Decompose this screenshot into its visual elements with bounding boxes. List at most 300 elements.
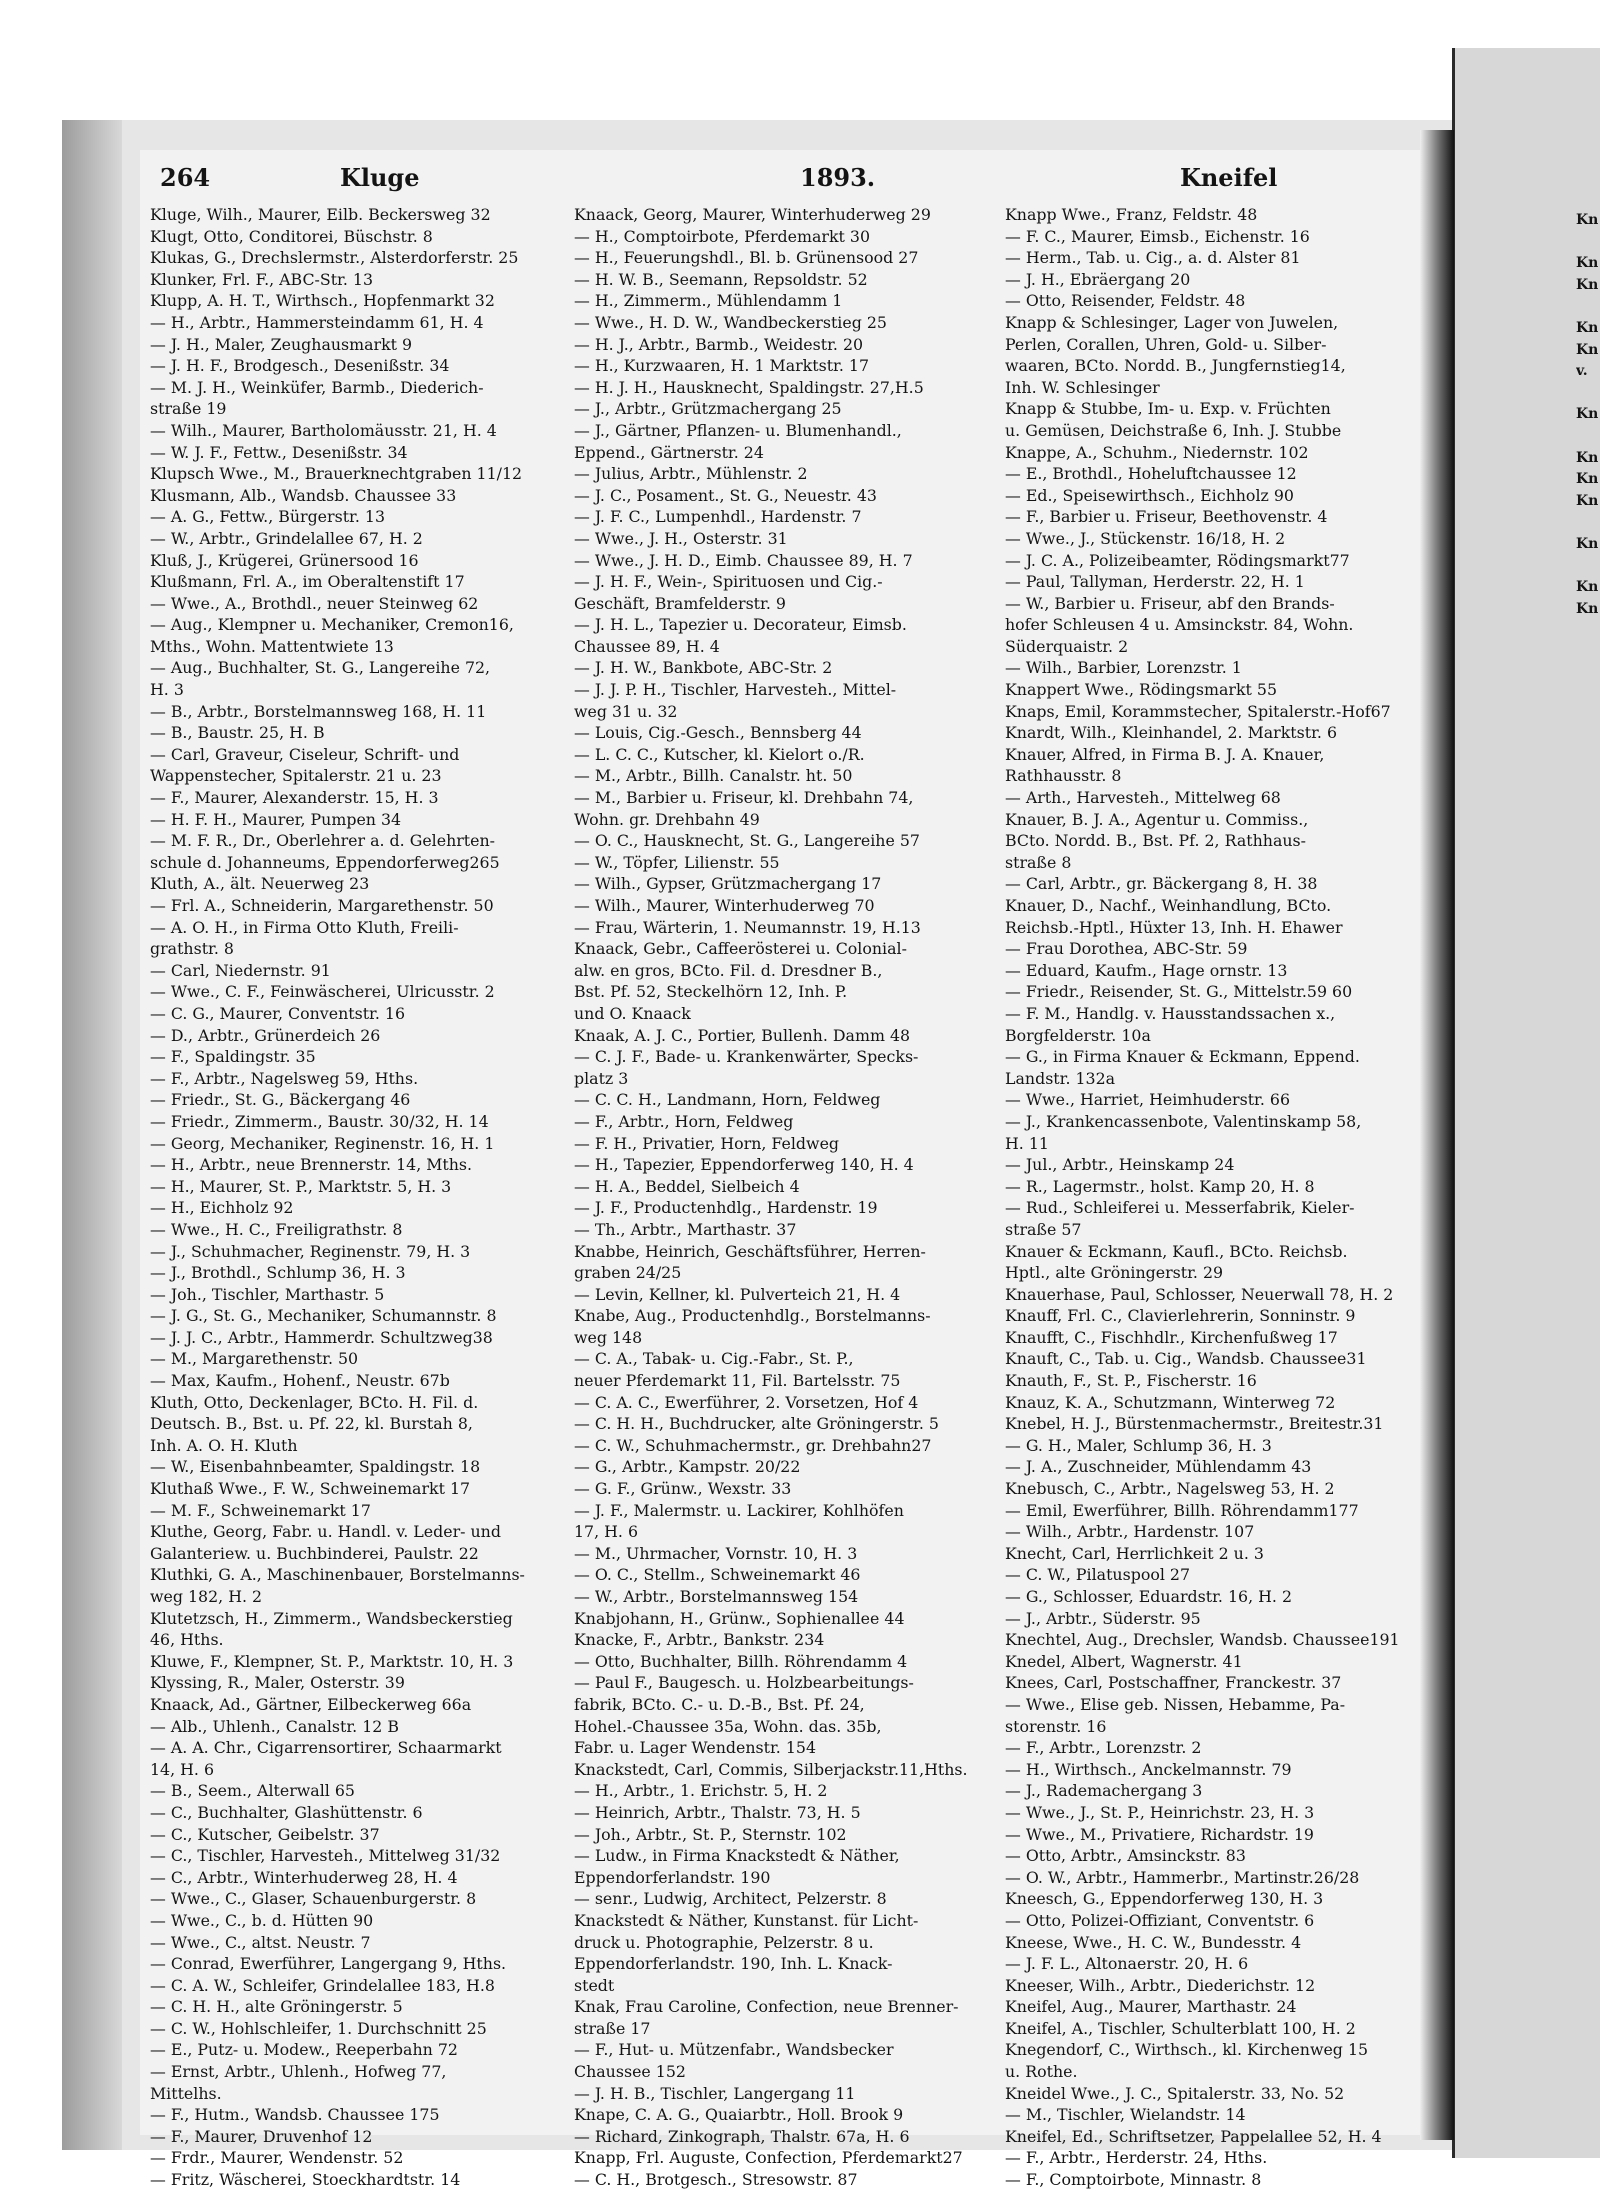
directory-entry-line: alw. en gros, BCto. Fil. d. Dresdner B., xyxy=(574,960,883,980)
directory-entry-line: — J., Krankencassenbote, Valentinskamp 58, xyxy=(1005,1111,1362,1131)
directory-entry-line: Knechtel, Aug., Drechsler, Wandsb. Chaussee191 xyxy=(1005,1630,1400,1650)
directory-entry-line: u. Rothe. xyxy=(1005,2062,1078,2082)
directory-entry-line: H. 11 xyxy=(1005,1133,1049,1153)
directory-entry-line: — F., Arbtr., Lorenzstr. 2 xyxy=(1005,1738,1202,1758)
directory-entry-line: — E., Brothdl., Hoheluftchaussee 12 xyxy=(1005,464,1297,484)
directory-entry-line: — C. A. C., Ewerführer, 2. Vorsetzen, Hof 4 xyxy=(574,1392,919,1412)
directory-entry-line: straße 8 xyxy=(1005,852,1072,872)
directory-entry-line: — W., Töpfer, Lilienstr. 55 xyxy=(574,852,780,872)
directory-entry-line: — J., Rademachergang 3 xyxy=(1005,1781,1203,1801)
directory-entry-line: — J. F. L., Altonaerstr. 20, H. 6 xyxy=(1005,1954,1249,1974)
directory-entry-line: — G. H., Maler, Schlump 36, H. 3 xyxy=(1005,1435,1272,1455)
directory-entry-line: Klyssing, R., Maler, Osterstr. 39 xyxy=(150,1673,405,1693)
directory-entry-line: Knecht, Carl, Herrlichkeit 2 u. 3 xyxy=(1005,1543,1264,1563)
directory-entry-line: Bst. Pf. 52, Steckelhörn 12, Inh. P. xyxy=(574,982,848,1002)
directory-entry-line: — J. H., Maler, Zeughausmarkt 9 xyxy=(150,334,413,354)
directory-entry-line: Klutetzsch, H., Zimmerm., Wandsbeckerstieg xyxy=(150,1608,513,1628)
directory-entry-line: — C. A. W., Schleifer, Grindelallee 183, H.8 xyxy=(150,1975,495,1995)
directory-entry-line: Hptl., alte Gröningerstr. 29 xyxy=(1005,1263,1224,1283)
directory-entry-line: — Frdr., Maurer, Wendenstr. 52 xyxy=(150,2148,404,2168)
directory-entry-line: — H., Kurzwaaren, H. 1 Marktstr. 17 xyxy=(574,356,870,376)
directory-entry-line: — H. J., Arbtr., Barmb., Weidestr. 20 xyxy=(574,334,864,354)
directory-entry-line: — Joh., Tischler, Marthastr. 5 xyxy=(150,1284,385,1304)
directory-entry-line: — Ernst, Arbtr., Uhlenh., Hofweg 77, xyxy=(150,2062,447,2082)
directory-entry-line: Knebusch, C., Arbtr., Nagelsweg 53, H. 2 xyxy=(1005,1479,1335,1499)
directory-entry-line: Inh. A. O. H. Kluth xyxy=(150,1435,298,1455)
directory-entry-line: — C., Buchhalter, Glashüttenstr. 6 xyxy=(150,1802,423,1822)
directory-entry-line: — Wwe., C. F., Feinwäscherei, Ulricusstr. 2 xyxy=(150,982,495,1002)
directory-entry-line: — Otto, Reisender, Feldstr. 48 xyxy=(1005,291,1246,311)
directory-entry-line: waaren, BCto. Nordd. B., Jungfernstieg14, xyxy=(1005,356,1346,376)
directory-entry-line: — H. J. H., Hausknecht, Spaldingstr. 27,H.5 xyxy=(574,377,924,397)
directory-entry-line: — C. W., Hohlschleifer, 1. Durchschnitt 25 xyxy=(150,2018,487,2038)
directory-entry-line: — Paul F., Baugesch. u. Holzbearbeitungs- xyxy=(574,1673,914,1693)
directory-entry-line: Reichsb.-Hptl., Hüxter 13, Inh. H. Ehawer xyxy=(1005,917,1343,937)
directory-entry-line: Kluth, Otto, Deckenlager, BCto. H. Fil. d. xyxy=(150,1392,479,1412)
directory-entry-line: — Rud., Schleiferei u. Messerfabrik, Kieler- xyxy=(1005,1198,1355,1218)
directory-entry-line: Klußmann, Frl. A., im Oberaltenstift 17 xyxy=(150,572,465,592)
directory-entry-line: Knauerhase, Paul, Schlosser, Neuerwall 78, H. 2 xyxy=(1005,1284,1394,1304)
directory-entry-line: — J. H. F., Brodgesch., Desenißstr. 34 xyxy=(150,356,450,376)
directory-entry-line: — Frau, Wärterin, 1. Neumannstr. 19, H.13 xyxy=(574,917,921,937)
directory-entry-line: — Friedr., Reisender, St. G., Mittelstr.59 60 xyxy=(1005,982,1353,1002)
directory-entry-line: Knauft, C., Tab. u. Cig., Wandsb. Chaussee31 xyxy=(1005,1349,1367,1369)
directory-entry-line: Eppendorferlandstr. 190 xyxy=(574,1867,771,1887)
directory-entry-line: Chaussee 89, H. 4 xyxy=(574,636,720,656)
directory-entry-line: Inh. W. Schlesinger xyxy=(1005,377,1160,397)
directory-entry-line: — J. H. W., Bankbote, ABC-Str. 2 xyxy=(574,658,833,678)
directory-entry-line: — Friedr., Zimmerm., Baustr. 30/32, H. 14 xyxy=(150,1111,489,1131)
directory-entry-line: — Ed., Speisewirthsch., Eichholz 90 xyxy=(1005,485,1294,505)
directory-entry-line: — Wilh., Maurer, Winterhuderweg 70 xyxy=(574,896,875,915)
directory-entry-line: — Aug., Buchhalter, St. G., Langereihe 72, xyxy=(150,658,491,678)
directory-entry-line: Chaussee 152 xyxy=(574,2062,686,2082)
directory-entry-line: Knaps, Emil, Korammstecher, Spitalerstr.-Hof67 xyxy=(1005,701,1391,721)
facing-page-fragment xyxy=(1576,556,1600,578)
directory-entry-line: Kluthe, Georg, Fabr. u. Handl. v. Leder- und xyxy=(150,1522,501,1542)
directory-entry-line: Knees, Carl, Postschaffner, Franckestr. 37 xyxy=(1005,1673,1342,1693)
directory-entry-line: Kluthaß Wwe., F. W., Schweinemarkt 17 xyxy=(150,1479,471,1499)
directory-entry-line: Knackstedt & Näther, Kunstanst. für Licht- xyxy=(574,1910,919,1930)
column-2 xyxy=(574,204,994,2191)
directory-entry-line: Knappe, A., Schuhm., Niedernstr. 102 xyxy=(1005,442,1309,462)
directory-entry-line: — Arth., Harvesteh., Mittelweg 68 xyxy=(1005,788,1281,808)
facing-page-fragment: Kn xyxy=(1576,255,1599,272)
directory-entry-line: Knapp & Schlesinger, Lager von Juwelen, xyxy=(1005,312,1339,332)
directory-entry-line: — F., Comptoirbote, Minnastr. 8 xyxy=(1005,2170,1262,2190)
directory-entry-line: graben 24/25 xyxy=(574,1263,682,1283)
directory-entry-line: straße 57 xyxy=(1005,1219,1082,1239)
facing-page-fragment: Kn xyxy=(1576,212,1599,228)
directory-entry-line: stedt xyxy=(574,1975,615,1995)
directory-entry-line: Knedel, Albert, Wagnerstr. 41 xyxy=(1005,1651,1243,1671)
directory-entry-line: — G., Schlosser, Eduardstr. 16, H. 2 xyxy=(1005,1587,1292,1606)
directory-entry-line: Knauer, B. J. A., Agentur u. Commiss., xyxy=(1005,809,1309,829)
directory-entry-line: — senr., Ludwig, Architect, Pelzerstr. 8 xyxy=(574,1889,887,1909)
directory-entry-line: — W., Arbtr., Borstelmannsweg 154 xyxy=(574,1587,859,1606)
directory-entry-line: — Eduard, Kaufm., Hage ornstr. 13 xyxy=(1005,960,1288,980)
directory-entry-line: — G., in Firma Knauer & Eckmann, Eppend. xyxy=(1005,1047,1360,1067)
directory-entry-line: Knaak, A. J. C., Portier, Bullenh. Damm 48 xyxy=(574,1025,911,1045)
directory-entry-line: — Frau Dorothea, ABC-Str. 59 xyxy=(1005,939,1248,959)
header-right-word: Kneifel xyxy=(1180,163,1278,192)
directory-entry-line: — J., Brothdl., Schlump 36, H. 3 xyxy=(150,1263,406,1283)
page-number: 264 xyxy=(160,163,211,192)
directory-entry-line: Perlen, Corallen, Uhren, Gold- u. Silber- xyxy=(1005,334,1327,354)
directory-entry-line: — Wwe., J., Stückenstr. 16/18, H. 2 xyxy=(1005,528,1286,548)
directory-entry-line: und O. Knaack xyxy=(574,1003,691,1023)
directory-entry-line: — H., Wirthsch., Anckelmannstr. 79 xyxy=(1005,1759,1292,1779)
directory-entry-line: Knapp Wwe., Franz, Feldstr. 48 xyxy=(1005,205,1258,224)
directory-entry-line: — D., Arbtr., Grünerdeich 26 xyxy=(150,1025,381,1045)
directory-entry-line: — C. H., Brotgesch., Stresowstr. 87 xyxy=(574,2170,858,2190)
directory-entry-line: Mths., Wohn. Mattentwiete 13 xyxy=(150,636,394,656)
directory-entry-line: — Otto, Arbtr., Amsinckstr. 83 xyxy=(1005,1846,1246,1866)
directory-entry-line: — Wilh., Arbtr., Hardenstr. 107 xyxy=(1005,1522,1255,1542)
directory-entry-line: grathstr. 8 xyxy=(150,939,234,959)
directory-entry-line: Kluth, A., ält. Neuerweg 23 xyxy=(150,874,370,894)
directory-entry-line: Klupsch Wwe., M., Brauerknechtgraben 11/12 xyxy=(150,464,523,484)
directory-entry-line: — H., Arbtr., neue Brennerstr. 14, Mths. xyxy=(150,1155,473,1175)
directory-entry-line: — J. F., Productenhdlg., Hardenstr. 19 xyxy=(574,1198,878,1218)
directory-entry-line: — F., Maurer, Alexanderstr. 15, H. 3 xyxy=(150,788,439,808)
directory-entry-line: Kluß, J., Krügerei, Grünersood 16 xyxy=(150,550,419,570)
directory-entry-line: Knaack, Ad., Gärtner, Eilbeckerweg 66a xyxy=(150,1694,472,1714)
directory-entry-line: — A. G., Fettw., Bürgerstr. 13 xyxy=(150,507,386,527)
directory-entry-line: — L. C. C., Kutscher, kl. Kielort o./R. xyxy=(574,744,865,764)
directory-entry-line: — H. W. B., Seemann, Repsoldstr. 52 xyxy=(574,269,868,289)
directory-entry-line: — R., Lagermstr., holst. Kamp 20, H. 8 xyxy=(1005,1176,1315,1196)
facing-page-fragment: Kn xyxy=(1576,341,1599,358)
directory-entry-line: weg 182, H. 2 xyxy=(150,1587,263,1606)
facing-page-fragment: Kn xyxy=(1576,492,1599,509)
directory-entry-line: Knackstedt, Carl, Commis, Silberjackstr.11,Hths. xyxy=(574,1759,968,1779)
directory-entry-line: Klunker, Frl. F., ABC-Str. 13 xyxy=(150,269,374,289)
directory-entry-line: Klupp, A. H. T., Wirthsch., Hopfenmarkt 32 xyxy=(150,291,495,311)
directory-entry-line: — M. F. R., Dr., Oberlehrer a. d. Gelehrten- xyxy=(150,831,496,851)
directory-entry-line: Knauer & Eckmann, Kaufl., BCto. Reichsb. xyxy=(1005,1241,1348,1261)
directory-entry-line: — Joh., Arbtr., St. P., Sternstr. 102 xyxy=(574,1824,847,1844)
directory-entry-line: Knabbe, Heinrich, Geschäftsführer, Herren- xyxy=(574,1241,926,1261)
directory-entry-line: — Fritz, Wäscherei, Stoeckhardtstr. 14 xyxy=(150,2170,461,2190)
directory-entry-line: — W., Eisenbahnbeamter, Spaldingstr. 18 xyxy=(150,1457,481,1477)
directory-entry-line: Wohn. gr. Drehbahn 49 xyxy=(574,809,760,829)
directory-entry-line: — Wwe., Harriet, Heimhuderstr. 66 xyxy=(1005,1090,1291,1110)
directory-entry-line: — F., Arbtr., Herderstr. 24, Hths. xyxy=(1005,2148,1268,2168)
directory-entry-line: Knabjohann, H., Grünw., Sophienallee 44 xyxy=(574,1608,905,1628)
directory-entry-line: Knappert Wwe., Rödingsmarkt 55 xyxy=(1005,680,1278,700)
directory-entry-line: — J. F. C., Lumpenhdl., Hardenstr. 7 xyxy=(574,507,862,527)
directory-entry-line: — C. W., Pilatuspool 27 xyxy=(1005,1565,1191,1585)
facing-page-text xyxy=(1576,210,1600,620)
directory-entry-line: — Louis, Cig.-Gesch., Bennsberg 44 xyxy=(574,723,862,743)
directory-entry-line: Knauff, Frl. C., Clavierlehrerin, Sonninstr. 9 xyxy=(1005,1306,1356,1326)
directory-entry-line: — Alb., Uhlenh., Canalstr. 12 B xyxy=(150,1716,399,1736)
directory-entry-line: — Th., Arbtr., Marthastr. 37 xyxy=(574,1219,797,1239)
directory-entry-line: Süderquaistr. 2 xyxy=(1005,636,1129,656)
directory-entry-line: — Conrad, Ewerführer, Langergang 9, Hths. xyxy=(150,1954,507,1974)
directory-entry-line: Rathhausstr. 8 xyxy=(1005,766,1122,786)
directory-entry-line: Mittelhs. xyxy=(150,2083,222,2103)
directory-entry-line: — O. C., Hausknecht, St. G., Langereihe 57 xyxy=(574,831,920,851)
facing-page-fragment: v. xyxy=(1576,363,1588,380)
directory-entry-line: — A. A. Chr., Cigarrensortirer, Schaarmarkt xyxy=(150,1738,502,1758)
directory-entry-line: — H., Zimmerm., Mühlendamm 1 xyxy=(574,291,843,311)
directory-entry-line: — C., Arbtr., Winterhuderweg 28, H. 4 xyxy=(150,1867,458,1887)
directory-entry-line: Hohel.-Chaussee 35a, Wohn. das. 35b, xyxy=(574,1716,882,1736)
directory-entry-line: — H. F. H., Maurer, Pumpen 34 xyxy=(150,809,402,829)
directory-entry-line: — Wwe., H. D. W., Wandbeckerstieg 25 xyxy=(574,312,887,332)
directory-entry-line: neuer Pferdemarkt 11, Fil. Bartelsstr. 75 xyxy=(574,1371,901,1391)
directory-entry-line: — F., Arbtr., Horn, Feldweg xyxy=(574,1111,794,1131)
directory-entry-line: — J. H., Ebräergang 20 xyxy=(1005,269,1191,289)
facing-page-fragment: Kn xyxy=(1576,449,1599,466)
directory-entry-line: Kluwe, F., Klempner, St. P., Marktstr. 10, H. 3 xyxy=(150,1651,514,1671)
directory-entry-line: — A. O. H., in Firma Otto Kluth, Freili- xyxy=(150,917,459,937)
directory-entry-line: — C. A., Tabak- u. Cig.-Fabr., St. P., xyxy=(574,1349,854,1369)
directory-entry-line: — Otto, Polizei-Offiziant, Conventstr. 6 xyxy=(1005,1910,1315,1930)
directory-entry-line: — M. F., Schweinemarkt 17 xyxy=(150,1500,371,1520)
facing-page-fragment: Kn xyxy=(1576,406,1599,423)
directory-entry-line: — Wilh., Barbier, Lorenzstr. 1 xyxy=(1005,658,1242,678)
directory-entry-line: — H. A., Beddel, Sielbeich 4 xyxy=(574,1176,800,1196)
directory-entry-line: Knabe, Aug., Productenhdlg., Borstelmanns- xyxy=(574,1306,931,1326)
directory-entry-line: Knardt, Wilh., Kleinhandel, 2. Marktstr. 6 xyxy=(1005,723,1338,743)
directory-entry-line: Knape, C. A. G., Quaiarbtr., Holl. Brook 9 xyxy=(574,2105,904,2125)
facing-page-fragment: Kn xyxy=(1576,276,1599,293)
directory-entry-line: — Carl, Graveur, Ciseleur, Schrift- und xyxy=(150,744,460,764)
directory-entry-line: Borgfelderstr. 10a xyxy=(1005,1025,1151,1045)
directory-entry-line: — Wilh., Gypser, Grützmachergang 17 xyxy=(574,874,882,894)
directory-entry-line: BCto. Nordd. B., Bst. Pf. 2, Rathhaus- xyxy=(1005,831,1306,851)
directory-entry-line: u. Gemüsen, Deichstraße 6, Inh. J. Stubbe xyxy=(1005,420,1342,440)
directory-entry-line: — Levin, Kellner, kl. Pulverteich 21, H. 4 xyxy=(574,1284,901,1304)
directory-entry-line: Knacke, F., Arbtr., Bankstr. 234 xyxy=(574,1630,825,1650)
directory-entry-line: — G. F., Grünw., Wexstr. 33 xyxy=(574,1479,792,1499)
directory-entry-line: — H., Tapezier, Eppendorferweg 140, H. 4 xyxy=(574,1155,914,1175)
directory-entry-line: Eppendorferlandstr. 190, Inh. L. Knack- xyxy=(574,1954,893,1974)
directory-entry-line: Wappenstecher, Spitalerstr. 21 u. 23 xyxy=(150,766,442,786)
directory-entry-line: platz 3 xyxy=(574,1068,629,1088)
directory-entry-line: Knak, Frau Caroline, Confection, neue Brenner- xyxy=(574,1997,959,2017)
directory-entry-line: — O. W., Arbtr., Hammerbr., Martinstr.26/28 xyxy=(1005,1867,1360,1887)
directory-entry-line: — Friedr., St. G., Bäckergang 46 xyxy=(150,1090,411,1110)
directory-entry-line: — M., Arbtr., Billh. Canalstr. ht. 50 xyxy=(574,766,853,786)
directory-entry-line: — Frl. A., Schneiderin, Margarethenstr. 50 xyxy=(150,896,494,915)
directory-entry-line: — Otto, Buchhalter, Billh. Röhrendamm 4 xyxy=(574,1651,908,1671)
column-3 xyxy=(1005,204,1425,2191)
facing-page-fragment: Kn xyxy=(1576,535,1599,552)
directory-entry-line: — H., Feuerungshdl., Bl. b. Grünensood 27 xyxy=(574,248,919,268)
directory-entry-line: — M., Margarethenstr. 50 xyxy=(150,1349,359,1369)
directory-entry-line: — J. H. B., Tischler, Langergang 11 xyxy=(574,2083,856,2103)
directory-entry-line: — H., Maurer, St. P., Marktstr. 5, H. 3 xyxy=(150,1176,452,1196)
directory-entry-line: Klukas, G., Drechslermstr., Alsterdorferstr. 25 xyxy=(150,248,519,268)
directory-entry-line: schule d. Johanneums, Eppendorferweg265 xyxy=(150,852,500,872)
directory-entry-line: Eppend., Gärtnerstr. 24 xyxy=(574,442,764,462)
facing-page-fragment: Kn xyxy=(1576,579,1599,596)
directory-entry-line: — C., Tischler, Harvesteh., Mittelweg 31/32 xyxy=(150,1846,501,1866)
directory-entry-line: Geschäft, Bramfelderstr. 9 xyxy=(574,593,786,613)
directory-entry-line: — Wwe., J. H., Osterstr. 31 xyxy=(574,528,788,548)
directory-entry-line: — F., Arbtr., Nagelsweg 59, Hths. xyxy=(150,1068,419,1088)
directory-entry-line: Kluge, Wilh., Maurer, Eilb. Beckersweg 32 xyxy=(150,205,491,224)
directory-entry-line: Knauer, Alfred, in Firma B. J. A. Knauer, xyxy=(1005,744,1325,764)
directory-entry-line: — Herm., Tab. u. Cig., a. d. Alster 81 xyxy=(1005,248,1301,268)
directory-entry-line: 17, H. 6 xyxy=(574,1522,639,1542)
directory-entry-line: — B., Seem., Alterwall 65 xyxy=(150,1781,355,1801)
directory-entry-line: — F., Barbier u. Friseur, Beethovenstr. 4 xyxy=(1005,507,1328,527)
directory-entry-line: — E., Putz- u. Modew., Reeperbahn 72 xyxy=(150,2040,458,2060)
directory-entry-line: — H., Arbtr., Hammersteindamm 61, H. 4 xyxy=(150,312,484,332)
directory-entry-line: — F., Hut- u. Mützenfabr., Wandsbecker xyxy=(574,2040,894,2060)
directory-entry-line: — M. J. H., Weinküfer, Barmb., Diederich- xyxy=(150,377,484,397)
facing-page-fragment: Kn xyxy=(1576,600,1599,617)
directory-entry-line: hofer Schleusen 4 u. Amsinckstr. 84, Wohn. xyxy=(1005,615,1354,635)
directory-entry-line: — F. M., Handlg. v. Hausstandssachen x., xyxy=(1005,1003,1336,1023)
directory-entry-line: — H., Arbtr., 1. Erichstr. 5, H. 2 xyxy=(574,1781,828,1801)
directory-entry-line: — Richard, Zinkograph, Thalstr. 67a, H. 6 xyxy=(574,2126,910,2146)
directory-entry-line: — W., Arbtr., Grindelallee 67, H. 2 xyxy=(150,528,423,548)
facing-page-fragment: Kn xyxy=(1576,471,1599,488)
directory-entry-line: — Wwe., J., St. P., Heinrichstr. 23, H. 3 xyxy=(1005,1802,1315,1822)
directory-entry-line: Kneidel Wwe., J. C., Spitalerstr. 33, No. 52 xyxy=(1005,2083,1345,2103)
directory-entry-line: — Wwe., C., Glaser, Schauenburgerstr. 8 xyxy=(150,1889,477,1909)
directory-entry-line: — B., Baustr. 25, H. B xyxy=(150,723,325,743)
directory-entry-line: Kneese, Wwe., H. C. W., Bundesstr. 4 xyxy=(1005,1932,1302,1952)
directory-entry-line: Galanteriew. u. Buchbinderei, Paulstr. 22 xyxy=(150,1543,479,1563)
directory-entry-line: — Wwe., M., Privatiere, Richardstr. 19 xyxy=(1005,1824,1314,1844)
directory-entry-line: — J. F., Malermstr. u. Lackirer, Kohlhöfen xyxy=(574,1500,904,1520)
directory-entry-line: — C. H. H., Buchdrucker, alte Gröningerstr. 5 xyxy=(574,1414,939,1434)
directory-entry-line: — Wwe., H. C., Freiligrathstr. 8 xyxy=(150,1219,403,1239)
directory-entry-line: — F., Hutm., Wandsb. Chaussee 175 xyxy=(150,2105,440,2125)
directory-entry-line: Knapp & Stubbe, Im- u. Exp. v. Früchten xyxy=(1005,399,1331,419)
directory-entry-line: Landstr. 132a xyxy=(1005,1068,1116,1088)
directory-entry-line: storenstr. 16 xyxy=(1005,1716,1107,1736)
directory-entry-line: Kneesch, G., Eppendorferweg 130, H. 3 xyxy=(1005,1889,1324,1909)
directory-entry-line: — H., Comptoirbote, Pferdemarkt 30 xyxy=(574,226,870,246)
directory-entry-line: Knaufft, C., Fischhdlr., Kirchenfußweg 17 xyxy=(1005,1327,1338,1347)
directory-entry-line: druck u. Photographie, Pelzerstr. 8 u. xyxy=(574,1932,874,1952)
directory-entry-line: — W. J. F., Fettw., Desenißstr. 34 xyxy=(150,442,408,462)
directory-entry-line: — Wwe., C., b. d. Hütten 90 xyxy=(150,1910,374,1930)
directory-entry-line: 46, Hths. xyxy=(150,1630,224,1650)
directory-entry-line: — C., Kutscher, Geibelstr. 37 xyxy=(150,1824,380,1844)
column-1 xyxy=(150,204,570,2191)
directory-entry-line: — Jul., Arbtr., Heinskamp 24 xyxy=(1005,1155,1235,1175)
directory-entry-line: — J., Arbtr., Grützmachergang 25 xyxy=(574,399,842,419)
directory-entry-line: — J. H. F., Wein-, Spirituosen und Cig.- xyxy=(574,572,883,592)
directory-entry-line: — J. G., St. G., Mechaniker, Schumannstr. 8 xyxy=(150,1306,497,1326)
directory-entry-line: — J. C., Posament., St. G., Neuestr. 43 xyxy=(574,485,877,505)
directory-entry-line: Knauer, D., Nachf., Weinhandlung, BCto. xyxy=(1005,896,1332,915)
directory-entry-line: Knebel, H. J., Bürstenmachermstr., Breitestr.31 xyxy=(1005,1414,1384,1434)
gutter-shadow xyxy=(1420,130,1454,2140)
directory-entry-line: — G., Arbtr., Kampstr. 20/22 xyxy=(574,1457,801,1477)
facing-page-fragment xyxy=(1576,426,1600,448)
directory-entry-line: — B., Arbtr., Borstelmannsweg 168, H. 11 xyxy=(150,701,487,721)
directory-entry-line: — F., Spaldingstr. 35 xyxy=(150,1047,316,1067)
directory-entry-line: Knapp, Frl. Auguste, Confection, Pferdemarkt27 xyxy=(574,2148,963,2168)
facing-page-fragment xyxy=(1576,383,1600,405)
directory-entry-line: — Paul, Tallyman, Herderstr. 22, H. 1 xyxy=(1005,572,1305,592)
facing-page-fragment xyxy=(1576,296,1600,318)
directory-entry-line: Klusmann, Alb., Wandsb. Chaussee 33 xyxy=(150,485,457,505)
directory-entry-line: — F., Maurer, Druvenhof 12 xyxy=(150,2126,373,2146)
directory-entry-line: — O. C., Stellm., Schweinemarkt 46 xyxy=(574,1565,861,1585)
facing-page-fragment xyxy=(1576,232,1600,254)
directory-entry-line: — Wilh., Maurer, Bartholomäusstr. 21, H. 4 xyxy=(150,420,497,440)
directory-entry-line: weg 148 xyxy=(574,1327,643,1347)
directory-entry-line: — Wwe., C., altst. Neustr. 7 xyxy=(150,1932,371,1952)
directory-entry-line: — Carl, Niedernstr. 91 xyxy=(150,960,331,980)
directory-entry-line: — J. A., Zuschneider, Mühlendamm 43 xyxy=(1005,1457,1312,1477)
directory-entry-line: — Wwe., Elise geb. Nissen, Hebamme, Pa- xyxy=(1005,1694,1346,1714)
directory-entry-line: — J., Arbtr., Süderstr. 95 xyxy=(1005,1608,1201,1628)
facing-page-fragment: Kn xyxy=(1576,319,1599,336)
directory-entry-line: Kneifel, Ed., Schriftsetzer, Pappelallee 52, H. 4 xyxy=(1005,2126,1382,2146)
header-left-word: Kluge xyxy=(340,163,420,192)
directory-entry-line: — C. J. F., Bade- u. Krankenwärter, Specks- xyxy=(574,1047,919,1067)
directory-entry-line: — Julius, Arbtr., Mühlenstr. 2 xyxy=(574,464,808,484)
directory-entry-line: Kneifel, Aug., Maurer, Marthastr. 24 xyxy=(1005,1997,1297,2017)
directory-entry-line: Fabr. u. Lager Wendenstr. 154 xyxy=(574,1738,817,1758)
facing-page-fragment xyxy=(1576,512,1600,534)
directory-entry-line: Deutsch. B., Bst. u. Pf. 22, kl. Burstah 8, xyxy=(150,1414,473,1434)
directory-entry-line: Kluthki, G. A., Maschinenbauer, Borstelmanns- xyxy=(150,1565,525,1585)
directory-entry-line: Knauth, F., St. P., Fischerstr. 16 xyxy=(1005,1371,1257,1391)
directory-entry-line: — J. C. A., Polizeibeamter, Rödingsmarkt77 xyxy=(1005,550,1350,570)
directory-entry-line: — Max, Kaufm., Hohenf., Neustr. 67b xyxy=(150,1371,450,1391)
directory-entry-line: Knaack, Georg, Maurer, Winterhuderweg 29 xyxy=(574,205,931,224)
directory-entry-line: Klugt, Otto, Conditorei, Büschstr. 8 xyxy=(150,226,433,246)
directory-entry-line: — F. H., Privatier, Horn, Feldweg xyxy=(574,1133,840,1153)
directory-entry-line: fabrik, BCto. C.- u. D.-B., Bst. Pf. 24, xyxy=(574,1694,865,1714)
directory-entry-line: — M., Uhrmacher, Vornstr. 10, H. 3 xyxy=(574,1543,858,1563)
directory-entry-line: — H., Eichholz 92 xyxy=(150,1198,294,1218)
directory-entry-line: Knegendorf, C., Wirthsch., kl. Kirchenweg 15 xyxy=(1005,2040,1369,2060)
directory-entry-line: — Wwe., J. H. D., Eimb. Chaussee 89, H. 7 xyxy=(574,550,913,570)
directory-entry-line: — F. C., Maurer, Eimsb., Eichenstr. 16 xyxy=(1005,226,1310,246)
directory-entry-line: — M., Barbier u. Friseur, kl. Drehbahn 74, xyxy=(574,788,914,808)
directory-entry-line: weg 31 u. 32 xyxy=(574,701,678,721)
directory-entry-line: straße 19 xyxy=(150,399,227,419)
directory-entry-line: — Georg, Mechaniker, Reginenstr. 16, H. 1 xyxy=(150,1133,495,1153)
directory-entry-line: Kneeser, Wilh., Arbtr., Diederichstr. 12 xyxy=(1005,1975,1316,1995)
directory-entry-line: Kneifel, A., Tischler, Schulterblatt 100, H. 2 xyxy=(1005,2018,1356,2038)
directory-entry-line: — Wwe., A., Brothdl., neuer Steinweg 62 xyxy=(150,593,479,613)
directory-entry-line: — J. J. P. H., Tischler, Harvesteh., Mittel- xyxy=(574,680,897,700)
directory-entry-line: — W., Barbier u. Friseur, abf den Brands- xyxy=(1005,593,1335,613)
directory-entry-line: — J. J. C., Arbtr., Hammerdr. Schultzweg38 xyxy=(150,1327,493,1347)
directory-entry-line: Knaack, Gebr., Caffeerösterei u. Colonial- xyxy=(574,939,907,959)
directory-entry-line: straße 17 xyxy=(574,2018,651,2038)
directory-entry-line: — J., Gärtner, Pflanzen- u. Blumenhandl., xyxy=(574,420,902,440)
directory-entry-line: — Emil, Ewerführer, Billh. Röhrendamm177 xyxy=(1005,1500,1359,1520)
directory-entry-line: — Ludw., in Firma Knackstedt & Näther, xyxy=(574,1846,900,1866)
directory-entry-line: H. 3 xyxy=(150,680,184,700)
directory-entry-line: — M., Tischler, Wielandstr. 14 xyxy=(1005,2105,1246,2125)
directory-entry-line: — Carl, Arbtr., gr. Bäckergang 8, H. 38 xyxy=(1005,874,1318,894)
directory-entry-line: — C. C. H., Landmann, Horn, Feldweg xyxy=(574,1090,881,1110)
directory-entry-line: — J., Schuhmacher, Reginenstr. 79, H. 3 xyxy=(150,1241,471,1261)
directory-entry-line: Knauz, K. A., Schutzmann, Winterweg 72 xyxy=(1005,1392,1336,1412)
page-left-edge xyxy=(62,120,122,2150)
header-year: 1893. xyxy=(800,163,876,192)
directory-entry-line: — C. G., Maurer, Conventstr. 16 xyxy=(150,1003,406,1023)
directory-entry-line: — Heinrich, Arbtr., Thalstr. 73, H. 5 xyxy=(574,1802,861,1822)
